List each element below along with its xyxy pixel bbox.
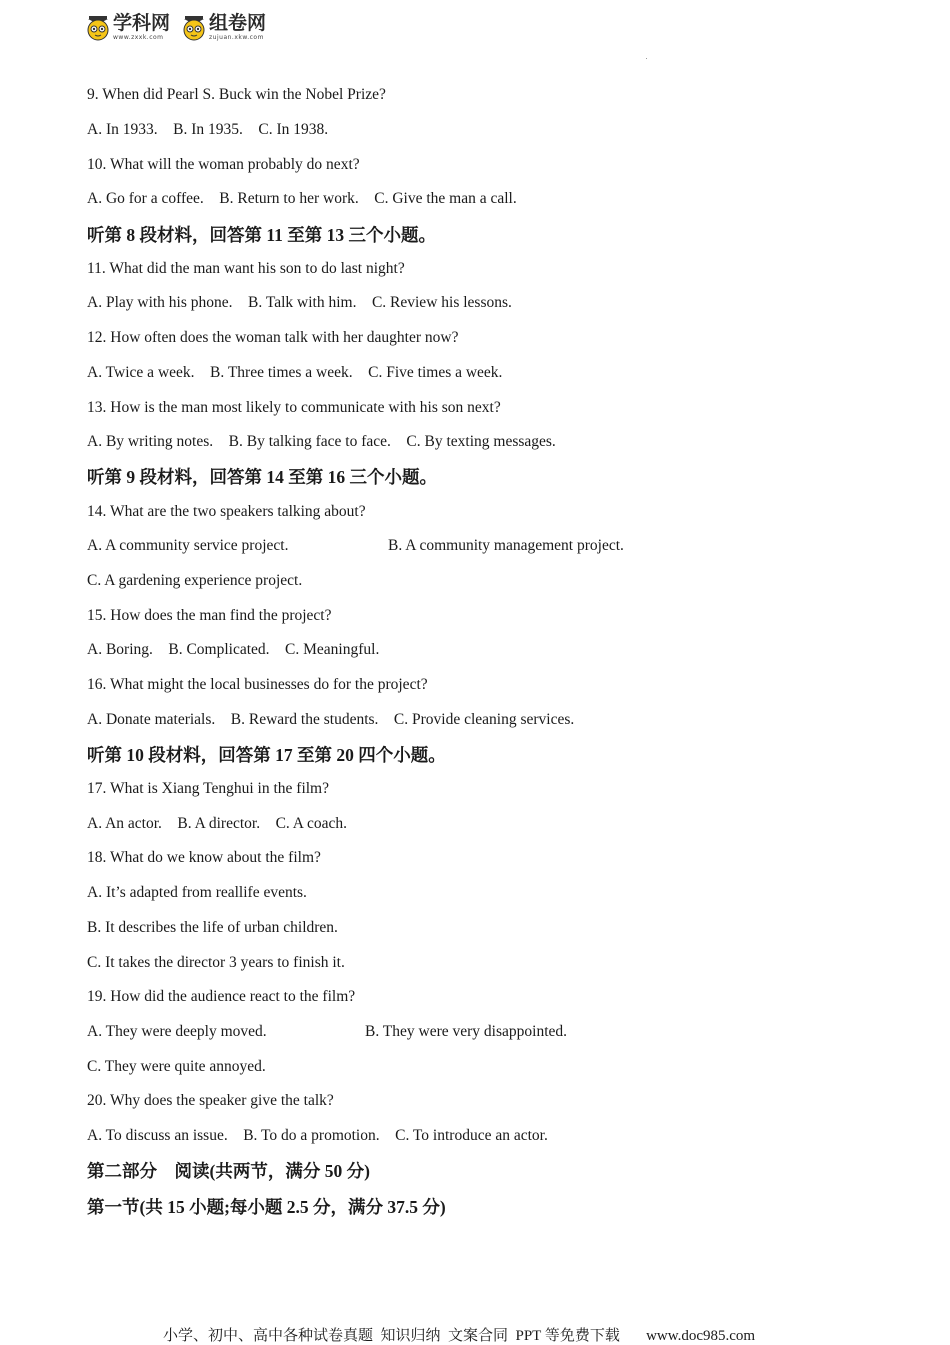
answer-options: A. In 1933. B. In 1935. C. In 1938. <box>87 121 329 139</box>
question-text: 16. What might the local businesses do for the project? <box>87 676 428 694</box>
option-a: A. They were deeply moved. <box>87 1022 267 1040</box>
option-a: A. A community service project. <box>87 537 289 555</box>
exam-content <box>87 78 887 1225</box>
question-text: 15. How does the man find the project? <box>87 606 332 624</box>
zujuanwang-logo[interactable] <box>182 14 266 41</box>
question-text: 18. What do we know about the film? <box>87 849 321 867</box>
answer-options: A. Play with his phone. B. Talk with him. C. Review his lessons. <box>87 294 512 312</box>
mascot-icon <box>86 15 110 41</box>
answer-options: A. To discuss an issue. B. To do a promotion. C. To introduce an actor. <box>87 1126 548 1144</box>
section-heading: 听第 9 段材料，回答第 14 至第 16 三个小题。 <box>87 467 437 488</box>
answer-options: A. By writing notes. B. By talking face to face. C. By texting messages. <box>87 433 556 451</box>
question-text: 14. What are the two speakers talking about? <box>87 502 366 520</box>
answer-options: A. Twice a week. B. Three times a week. C. Five times a week. <box>87 363 503 381</box>
option-b: B. A community management project. <box>388 537 624 555</box>
answer-options: C. A gardening experience project. <box>87 571 303 589</box>
answer-options <box>87 529 887 564</box>
section-heading: 听第 10 段材料，回答第 17 至第 20 四个小题。 <box>87 744 446 765</box>
answer-options: A. It’s adapted from reallife events. <box>87 884 307 902</box>
logo2-url: zujuan.xkw.com <box>209 34 264 41</box>
mascot-icon <box>182 15 206 41</box>
answer-options: B. It describes the life of urban children. <box>87 918 338 936</box>
question-text: 10. What will the woman probably do next? <box>87 155 360 173</box>
question-text: 12. How often does the woman talk with her daughter now? <box>87 329 459 347</box>
question-text: 20. Why does the speaker give the talk? <box>87 1092 334 1110</box>
question-text: 9. When did Pearl S. Buck win the Nobel Prize? <box>87 86 386 104</box>
section-heading: 听第 8 段材料，回答第 11 至第 13 三个小题。 <box>87 224 437 245</box>
answer-options: C. They were quite annoyed. <box>87 1057 266 1075</box>
section-heading: 第一节(共 15 小题;每小题 2.5 分，满分 37.5 分) <box>87 1197 446 1217</box>
question-text: 19. How did the audience react to the film? <box>87 988 356 1006</box>
question-text: 13. How is the man most likely to communicate with his son next? <box>87 398 501 416</box>
answer-options: C. It takes the director 3 years to finish it. <box>87 953 345 971</box>
logo2-name: 组卷网 <box>209 12 267 34</box>
section-heading: 第二部分 阅读(共两节，满分 50 分) <box>87 1161 370 1182</box>
xuekewang-logo[interactable] <box>86 14 170 41</box>
option-b: B. They were very disappointed. <box>365 1022 568 1040</box>
stray-dot <box>646 58 647 59</box>
logo1-url: www.zxxk.com <box>113 34 164 41</box>
question-text: 11. What did the man want his son to do last night? <box>87 259 405 277</box>
header-logos <box>86 14 266 41</box>
answer-options: A. An actor. B. A director. C. A coach. <box>87 814 348 832</box>
answer-options: A. Donate materials. B. Reward the students. C. Provide cleaning services. <box>87 710 575 728</box>
answer-options: A. Boring. B. Complicated. C. Meaningful. <box>87 641 380 659</box>
logo1-name: 学科网 <box>113 12 171 34</box>
answer-options <box>87 1015 887 1050</box>
question-text: 17. What is Xiang Tenghui in the film? <box>87 780 329 798</box>
page-footer: 小学、初中、高中各种试卷真题 知识归纳 文案合同 PPT 等免费下载 www.doc985.com <box>163 1328 756 1344</box>
answer-options: A. Go for a coffee. B. Return to her work. C. Give the man a call. <box>87 190 517 208</box>
